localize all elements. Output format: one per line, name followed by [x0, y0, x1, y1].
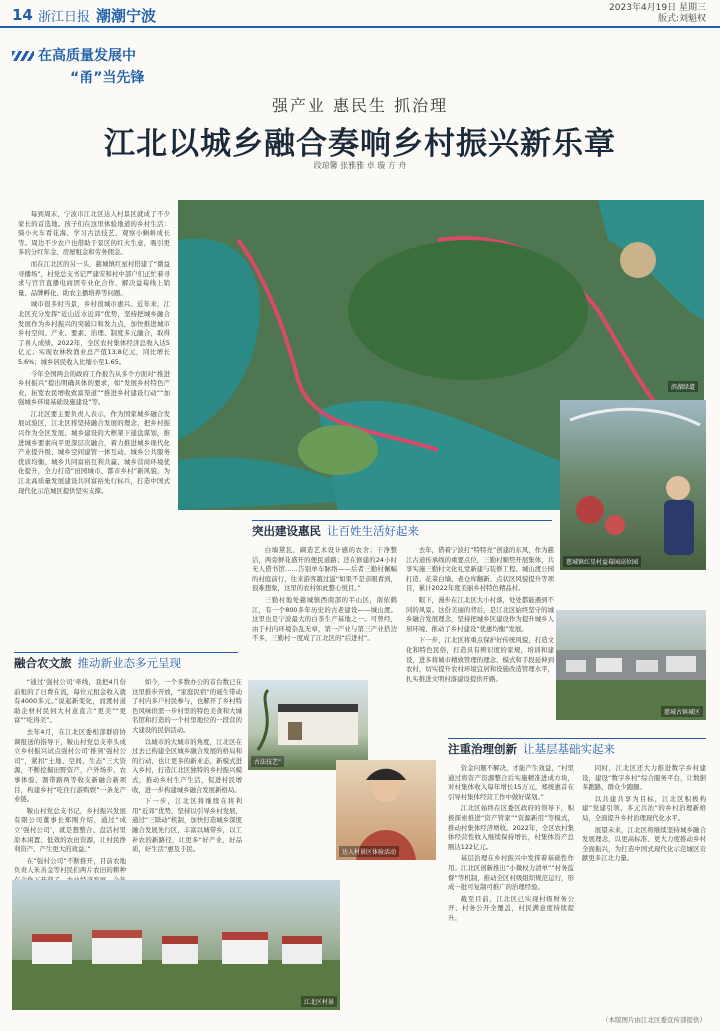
section-3-paragraph: 同时，江北区还大力推进数字乡村建设，建设“数字乡村”综合服务平台，让数据多跑路、群众少跑腿。 — [582, 764, 706, 792]
section-1-title: 突出建设惠民 — [252, 524, 321, 538]
old-town-caption: 慈城古镇城区 — [661, 706, 703, 717]
headline-kicker: 强产业 惠民生 抓治理 — [271, 96, 449, 115]
village-caption: 江北区村景 — [301, 996, 337, 1007]
section-3-subtitle: 让基层基础实起来 — [523, 742, 615, 756]
section-2-paragraph: 下一步，江北区将继续在将利用“近郊”优势，坚持以引导乡村发展，通过“三联动”机制，加快打造城乡深度融合发展先行区，丰富以城带乡，以工补农的新路径，让更多“好产业，好品质，好生活”惠及于民。 — [132, 797, 242, 854]
farmhouse-photo — [248, 680, 368, 770]
village-illustration — [12, 880, 340, 1010]
section-3-column-a — [448, 764, 574, 926]
section-3-paragraph: 展望未来，江北区将继续坚持城乡融合发展理念，以更高标准、更大力度推动乡村全面振兴，为打造中国式现代化示范城区贡献更多江北力量。 — [582, 825, 706, 863]
headline: 江北以城乡融合奏响乡村振兴新乐章 — [104, 126, 616, 162]
section-3-paragraph: 以共建共享为目标，江北区积极构建“党建引领、多元共治”的乡村治理新格局，全面提升乡村治理现代化水平。 — [582, 794, 706, 822]
old-town-photo — [556, 610, 706, 720]
intro-column — [18, 210, 170, 498]
craft-illustration — [336, 760, 436, 860]
section-2-paragraph: 去年4月，在江北区委相部群府协调报送的指导下，鞍山村党总支牵头成立乡村振兴试点强村公司‘推剑’强村公司”，紧扣“土地、空间、生态”三大资源，不断挖掘田野资产，户外场步、农事体验、割带路两等收支新融合新项目，构建乡村“吃住行游购娱”一条龙产业链。 — [14, 727, 126, 804]
column-banner — [12, 45, 144, 87]
section-3-heading — [448, 738, 706, 757]
intro-paragraph: 城市很多时当景，乡村很城市惠兴。近年来，江北区充分发挥“近山近水近郊”优势，坚持把城乡融合发展作为乡村振兴的突破口和发力点，加快推进城市乡村空间、产业、要素、治理、制度多元融合，取得了喜人成绩。2022年，全区农村集体经济总收入达5亿元；实现农林牧渔业总产值13.8亿元，同比增长5.6%；城乡居民收入比缩小至1.65。 — [18, 300, 170, 366]
banner-line-1: 在高质量发展中 — [38, 48, 136, 64]
photo-credit: （本版图片由江北区委宣传部提供） — [602, 1016, 706, 1024]
section-3-paragraph: 基层治理在乡村振兴中发挥着基础性作用。江北区创新推出“小微权力清单”“村务监督”等机制，推动全区村级组织规范运行，形成一批可复制可推广的治理经验。 — [448, 854, 574, 892]
section-2-heading — [14, 652, 238, 671]
section-3-paragraph: 江北区始终在区委区政府的领导下，积极探索推进“资产管家”“资源新用”等模式，推动村集体经济增收。2022年，全区农村集体经营性收入继续保持增长，村集体资产总额达122亿元。 — [448, 804, 574, 851]
editor-credit: 版式:刘魁权 — [657, 14, 706, 24]
craft-caption: 达人村景区体验活动 — [339, 846, 399, 857]
village-photo — [12, 880, 340, 1010]
page-header — [0, 0, 720, 28]
section-3-column-b — [582, 764, 706, 866]
page-number: 14 — [12, 6, 33, 24]
date-block — [609, 3, 706, 25]
section-1-heading — [252, 520, 552, 539]
section-3-title: 注重治理创新 — [448, 742, 517, 756]
section-3-paragraph: 资金问题不解决，才能产生效益，“村里通过将资产资源整合后实施精准进成方块，对村集体收入每年增长15万元，郑统惠首在引导村集体经营工作中做好谋划。” — [448, 764, 574, 801]
section-2-paragraph: 以城市的大城市的角度，江北区在过去已构建全区城乡融合发展的格局和的行动，也让更多的新业态，新模式进入乡村，打造江北区独特的乡村振兴模式，推动乡村生产生活，促进村民增收，进一步构建城乡融合发展新格局。 — [132, 737, 242, 794]
section-1-subtitle: 让百姓生活好起来 — [327, 524, 419, 538]
greenhouse-illustration — [560, 400, 706, 570]
section-2-paragraph: 如今，一个多数办公的首台数已在这里推步开放，“家庭民宿”的诞生带动了村内多户村民参与，也解开了乡村特色风味供需一步村里的特色美食和大城名馆和打造的一个村里地位的一段营的大建设的民俗活动。 — [132, 678, 242, 734]
farmhouse-caption: 古法技艺” — [251, 756, 284, 767]
section-name: 潮潮宁波 — [96, 7, 157, 25]
section-2-title: 融合农文旅 — [14, 656, 72, 670]
section-2-paragraph: 在“强村公司”不断推开，目前农地负责人朱善金等村民们两片农田的耕种 — [14, 856, 126, 875]
section-1-paragraph: 去年，借着宁波打“特特亮”创建的东风，作为慈江古道传承线的重要点位，三勤村顺势开展集体，共享实施三勤村文化礼堂新建与装修工程、城山渡公园打造、花菜白墙、老仓库翻新、点状区风貌提升等项目，累计2022年度美丽乡村特色精品村。 — [406, 546, 554, 593]
aerial-caption: 滨湖绿道 — [668, 381, 698, 392]
intro-paragraph: 而在江北区的另一头，慈城镇红星村搭建了“微益寻播场”，村党总支书记严建安和村中部户们正忙着寻求与宫宫直播电商团专业化合作，解决益莓线上销量、品牌孵化、助农主播培养等问题。 — [18, 259, 170, 297]
section-2-paragraph: 鞍山村党总支书记，乡村振兴发展有限公司董事长郑刚介绍，通过“成立‘强村公司’，就是想整合、盘活村里原本闲置、低效的农田资源，让村民挣利资产、产生更大的效益。” — [14, 806, 126, 854]
section-1-column-b — [406, 546, 554, 686]
greenhouse-caption: 慈城镇红星村益莓园高位园 — [563, 556, 641, 567]
section-1-paragraph: 下一步，江北区将重点保护好传统风貌，打造文化和特色民俗，打造具有辨识度的家规，培训和建设，进多将城市精致管理的理念、模式和手段延伸到农村，切实提升农村环境宜居和设施改造管理水平，扎实推进文明村落建设提供开路。 — [406, 636, 554, 683]
byline: 段琼馨 张雅雅 卓 璇 方 舟 — [313, 161, 407, 170]
section-2-paragraph: “通过‘强村公司’牵线，我把4月份前租的了日费在流，每位元租金收入就有4000多元。”说起新变化，而渡村道助企材村民何大村意直言“更美”“更富”“吃得美”。 — [14, 678, 126, 725]
newspaper-logo: 浙江日报 — [38, 10, 91, 25]
intro-paragraph: 每到周末，宁波市江北区达人村景区就成了不少家长的首选地。孩子们在这里体验地道的乡村生活：骑小火车看花海、学习古法技艺、观察小蝌蚪成长等。周边不少农户也借助于景区的红火生意，吸引更多的分红年金、房屋租金和劳务佣金。 — [18, 210, 170, 257]
section-1-paragraph: 白墙黛瓦，碉造艺术设计感的农舍；干净整洁，两旁鲜花盛开的便民道路；还在修建的24小时无人借书馆……告别单车脉络——后者三勤村佩幅的村庭前行，往来游客越过滋“如果不是亲眼看到，很难想象，这里的农村如此整心悦目。” — [252, 546, 397, 593]
section-1-paragraph: 眼下，漫步在江北区大小村落，处处都能遇到不同的风景。这份美丽的背后，是江北区始终坚守的城乡融合发展理念，坚持把城乡区建设作为提升城乡人居环境、推动了乡村建设“优惠均衡”发展。 — [406, 595, 554, 633]
old-town-illustration — [556, 610, 706, 720]
section-1-column-a — [252, 546, 397, 646]
intro-paragraph: 今年全国两会的政府工作报告从多个方面对“推进乡村振兴”提出明确具体的要求，如“发展乡村特色产业，拓宽农民增收致富渠道”“推进乡村建设行动”“加强城乡环境基础设施建设”等。 — [18, 369, 170, 407]
issue-date: 2023年4月19日 星期三 — [609, 3, 706, 13]
section-3-paragraph: 截至目前，江北区已实现村级财务公开、村务公开全覆盖，村民满意度持续提升。 — [448, 894, 574, 922]
section-2-column-b — [132, 678, 242, 857]
craft-photo — [336, 760, 436, 860]
section-2-subtitle: 推动新业态多元呈现 — [77, 656, 181, 670]
intro-paragraph: 江北区要主要负责人表示，作为国家城乡融合发展试验区，江北区将坚持融合发展的理念，把乡村振兴作为全区发展、城乡建设的大框架下通盘谋划，推进城乡要素向平更深层次融合，着力推进城乡现代化产业提升级、城乡空间建管一体互动、城乡公共服务优质均衡、城乡共同富裕互利共赢、城乡营商环境优化提升，全力打造“田园城市、都市乡村”新风貌，为江北高质量发展建设共同富裕先行标兵，打造中国式现代化示范城区提供坚实支撑。 — [18, 409, 170, 495]
greenhouse-photo — [560, 400, 706, 570]
section-1-paragraph: 三勤村地处慈城镇西南部的半山区，南依鹤江，有一个800多年历史的古老建设——城山渡。这里也是宁波最大的白茶生产基地之一。可曾经，由于村内环境杂乱无章，第一产业与第三产业搭边不多，三勤村一度成了江北区的“后进村”。 — [252, 595, 397, 643]
banner-line-2: “甬”当先锋 — [70, 70, 145, 86]
stripes-icon — [12, 51, 34, 61]
